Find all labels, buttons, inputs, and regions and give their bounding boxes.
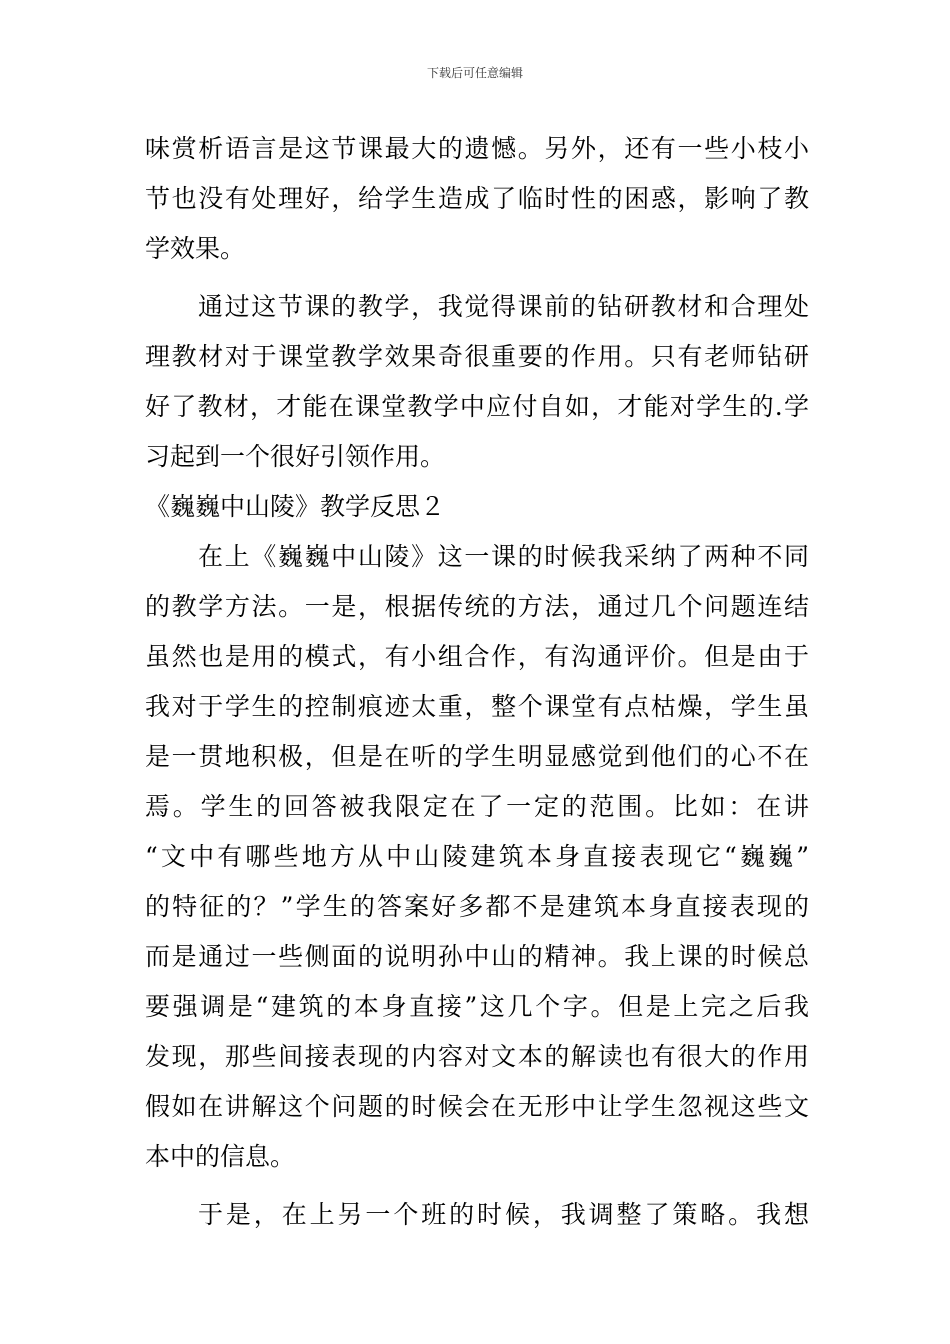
text-line: 学效果。 bbox=[145, 234, 246, 263]
text-line: 发现，那些间接表现的内容对文本的解读也有很大的作用 bbox=[145, 1042, 809, 1071]
text-line: 理教材对于课堂教学效果奇很重要的作用。只有老师钻研 bbox=[145, 342, 809, 371]
text-line: 节也没有处理好，给学生造成了临时性的困惑，影响了教 bbox=[145, 184, 809, 213]
text-line: 习起到一个很好引领作用。 bbox=[145, 442, 446, 471]
text-line: 是一贯地积极，但是在听的学生明显感觉到他们的心不在 bbox=[145, 742, 809, 771]
text-line: 在上《巍巍中山陵》这一课的时候我采纳了两种不同 bbox=[198, 542, 809, 571]
text-line: 味赏析语言是这节课最大的遗憾。另外，还有一些小枝小 bbox=[145, 134, 809, 163]
paragraph bbox=[145, 1190, 809, 1240]
paragraph bbox=[145, 532, 809, 1182]
paragraph-continuation bbox=[145, 124, 809, 274]
text-line: 于是，在上另一个班的时候，我调整了策略。我想 bbox=[198, 1200, 809, 1229]
text-line: 好了教材，才能在课堂教学中应付自如，才能对学生的.学 bbox=[145, 392, 809, 421]
text-line: 的教学方法。一是，根据传统的方法，通过几个问题连结 bbox=[145, 592, 809, 621]
section-title bbox=[145, 482, 809, 532]
text-line: 通过这节课的教学，我觉得课前的钻研教材和合理处 bbox=[198, 292, 809, 321]
text-line: “文中有哪些地方从中山陵建筑本身直接表现它“巍巍” bbox=[145, 842, 809, 871]
document-body bbox=[145, 124, 809, 1240]
text-line: 要强调是“建筑的本身直接”这几个字。但是上完之后我 bbox=[145, 992, 809, 1021]
text-line: 的特征的？”学生的答案好多都不是建筑本身直接表现的 bbox=[145, 892, 809, 921]
text-line: 假如在讲解这个问题的时候会在无形中让学生忽视这些文 bbox=[145, 1092, 809, 1121]
text-line: 本中的信息。 bbox=[145, 1142, 296, 1171]
paragraph bbox=[145, 282, 809, 482]
page-header-note: 下载后可任意编辑 bbox=[426, 66, 523, 80]
section-title-text: 《巍巍中山陵》教学反思２ bbox=[145, 492, 446, 521]
text-line: 而是通过一些侧面的说明孙中山的精神。我上课的时候总 bbox=[145, 942, 809, 971]
text-line: 焉。学生的回答被我限定在了一定的范围。比如：在讲 bbox=[145, 792, 809, 821]
text-line: 虽然也是用的模式，有小组合作，有沟通评价。但是由于 bbox=[145, 642, 809, 671]
text-line: 我对于学生的控制痕迹太重，整个课堂有点枯燥，学生虽 bbox=[145, 692, 809, 721]
